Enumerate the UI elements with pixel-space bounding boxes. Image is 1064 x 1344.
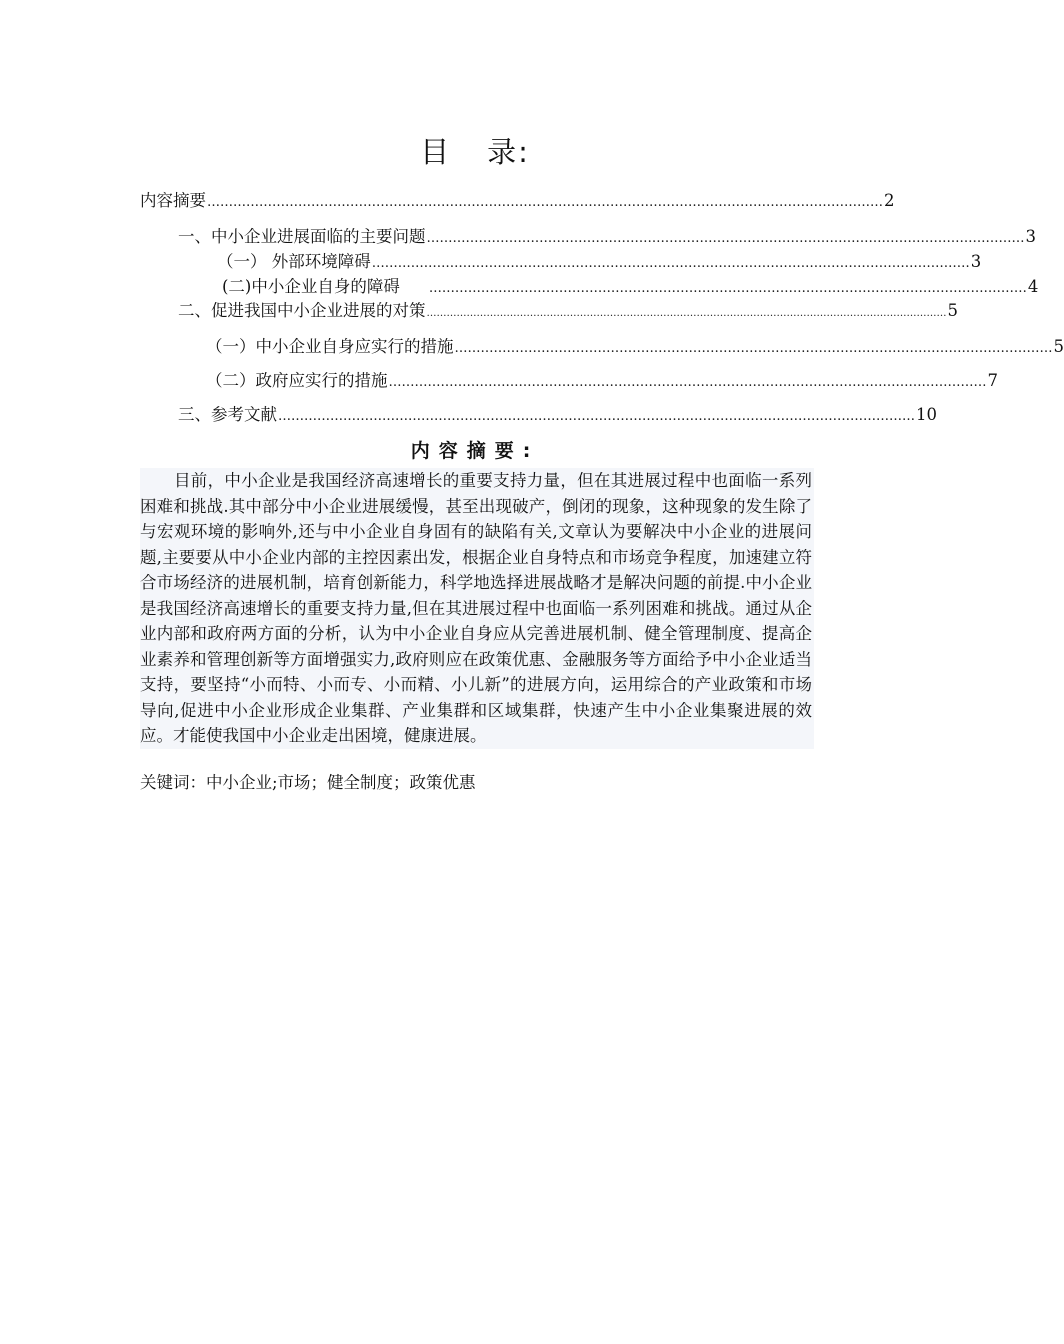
toc-leader-dots: ………………………………………………………………………………………………………………………………………… (207, 195, 883, 210)
toc-entry-page: 3 (970, 252, 982, 271)
toc-leader-dots: ………………………………………………………………………………………………………………………… (428, 281, 1027, 296)
toc-entry-label: （一）中小企业自身应实行的措施 (206, 337, 454, 356)
toc-leader-dots: ………………………………………………………………………………………………………………………… (426, 231, 1025, 246)
toc-entry-page: 10 (916, 405, 937, 424)
toc-entry-page: 3 (1025, 227, 1036, 246)
toc-title (0, 130, 950, 171)
toc-entry-label: 内容摘要 (140, 191, 206, 210)
toc-entry-label: （二）政府应实行的措施 (206, 371, 388, 390)
toc-entry-abstract[interactable] (140, 190, 895, 214)
toc-entry-label: 一、中小企业进展面临的主要问题 (178, 227, 426, 246)
toc-entry-label: (二)中小企业自身的障碍 (222, 277, 400, 296)
toc-entry-page: 7 (987, 371, 998, 390)
toc-entry-section-2-1[interactable] (206, 336, 1064, 360)
toc-leader-dots: ………………………………………………………………………………………………………………………………… (278, 409, 915, 424)
toc-leader-dots: ………………………………………………………………………………………………………………………… (371, 256, 970, 271)
toc-entry-page: 5 (947, 301, 958, 320)
toc-leader-dots: ………………………………………………………………………………………………………………………… (454, 341, 1053, 356)
toc-entry-page: 2 (884, 191, 895, 210)
toc-entry-section-1[interactable] (178, 226, 1036, 250)
toc-entry-label: （一） 外部环境障碍 (217, 252, 371, 271)
abstract-title: 内容摘要: (410, 440, 540, 462)
toc-entry-section-2-2[interactable] (206, 370, 998, 394)
toc-leader-dots: ………………………………………………………………………………………………………………………………………… (426, 308, 947, 319)
abstract-keywords: 关键词：中小企业;市场；健全制度；政策优惠 (140, 773, 476, 792)
toc-entry-section-3[interactable] (178, 404, 937, 428)
abstract-body: 目前，中小企业是我国经济高速增长的重要支持力量，但在其进展过程中也面临一系列困难和挑战.其中部分中小企业进展缓慢，甚至出现破产，倒闭的现象，这种现象的发生除了与宏观环境的影响外,还与中小企业自身固有的缺陷有关,文章认为要解决中小企业的进展问题,主要要从中小企业内部的主控因素出发，根据企业自身特点和市场竞争程度，加速建立符合市场经济的进展机制，培育创新能力，科学地选择进展战略才是解决问题的前提.中小企业是我国经济高速增长的重要支持力量,但在其进展过程中也面临一系列困难和挑战。通过从企业内部和政府两方面的分析，认为中小企业自身应从完善进展机制、健全管理制度、提高企业素养和管理创新等方面增强实力,政府则应在政策优惠、金融服务等方面给予中小企业适当支持，要坚持“小而特、小而专、小而精、小儿新”的进展方向，运用综合的产业政策和市场导向,促进中小企业形成企业集群、产业集群和区域集群，快速产生中小企业集聚进展的效应。才能使我国中小企业走出困境，健康进展。 (140, 468, 814, 749)
toc-entry-label: 三、参考文献 (178, 405, 277, 424)
toc-entry-section-1-2[interactable] (222, 276, 1039, 300)
toc-leader-dots: ………………………………………………………………………………………………………………………… (388, 375, 987, 390)
toc-entry-label: 二、促进我国中小企业进展的对策 (178, 301, 426, 320)
toc-title-char-2: 录: (487, 135, 530, 169)
toc-entry-page: 5 (1053, 337, 1064, 356)
toc-title-char-1: 目 (420, 135, 452, 169)
toc-entry-section-1-1[interactable] (217, 251, 982, 275)
toc-entry-page: 4 (1027, 277, 1039, 296)
toc-entry-section-2[interactable] (178, 300, 958, 325)
